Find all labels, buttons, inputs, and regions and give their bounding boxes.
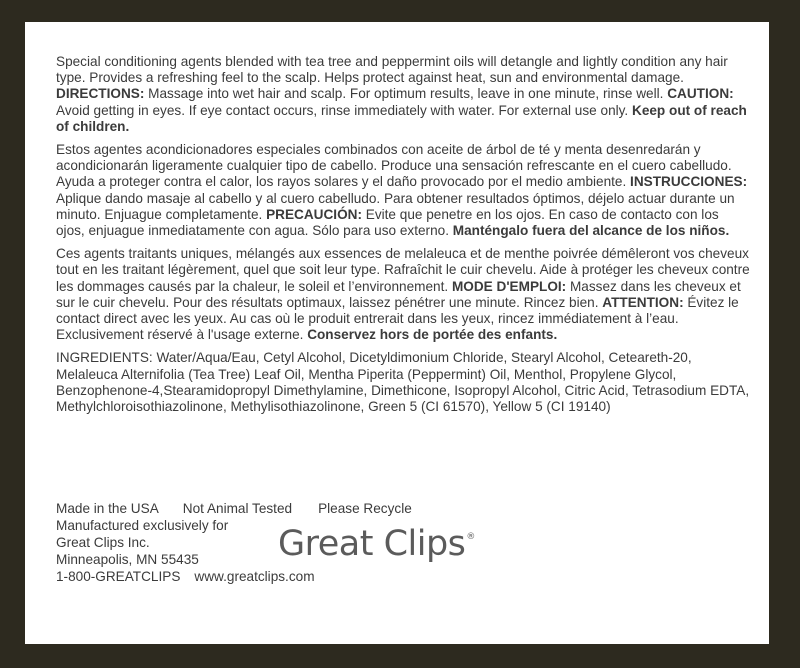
ingredients-section <box>56 350 750 415</box>
spanish-section <box>56 142 750 239</box>
spanish-instructions-text: Aplique dando masaje al cabello y al cuero cabelludo. Para obtener resultados óptimos, déjelo actuar durante un minuto. Enjuague completamente. <box>56 190 735 222</box>
english-intro: Special conditioning agents blended with tea tree and peppermint oils will detangle and lightly condition any hair type. Provides a refreshing feel to the scalp. Helps protect against heat, sun and environmental damage. <box>56 54 728 86</box>
french-caution-label: ATTENTION: <box>602 294 684 310</box>
great-clips-logo <box>278 524 475 564</box>
ingredients-text: INGREDIENTS: Water/Aqua/Eau, Cetyl Alcohol, Dicetyldimonium Chloride, Stearyl Alcohol, Ceteareth-20, Melaleuca Alternifolia (Tea Tree) Leaf Oil, Mentha Piperita (Peppermint) Oil, Menthol, Propylene Glycol, Benzophenone-4,Stearamidopropyl Dimethylamine, Dimethicone, Isopropyl Alcohol, Citric Acid, Tetrasodium EDTA, Methylchloroisothiazolinone, Methylisothiazolinone, Green 5 (CI 61570), Yellow 5 (CI 19140) <box>56 350 750 415</box>
spanish-caution-label: PRECAUCIÓN: <box>266 206 362 222</box>
french-section <box>56 246 750 343</box>
company-city: Minneapolis, MN 55435 <box>56 552 199 567</box>
english-section <box>56 54 750 135</box>
french-intro: Ces agents traitants uniques, mélangés aux essences de melaleuca et de menthe poivrée démêleront vos cheveux tout en les traitant légèrement, quel que soit leur type. Rafraîchit le cuir chevelu. Aide à protéger les cheveux contre les dommages causés par la chaleur, le soleil et l’environnement. <box>56 246 750 294</box>
spanish-keep-out: Manténgalo fuera del alcance de los niños. <box>452 223 730 239</box>
contact-row <box>56 568 412 585</box>
spanish-intro: Estos agentes acondicionadores especiales combinados con aceite de árbol de té y menta desenredarán y acondicionarán ligeramente cualquier tipo de cabello. Produce una sensación refrescante en el cuero cabelludo. Ayuda a proteger contra el calor, los rayos solares y el daño provocado por el medio ambiente. <box>56 142 732 190</box>
registered-mark: ® <box>466 532 475 542</box>
product-label <box>25 22 769 644</box>
english-caution-label: CAUTION: <box>667 86 734 102</box>
english-directions-text: Massage into wet hair and scalp. For optimum results, leave in one minute, rinse well. <box>144 86 664 102</box>
company-name: Great Clips Inc. <box>56 535 150 550</box>
spanish-instructions-label: INSTRUCCIONES: <box>630 174 748 190</box>
not-animal-tested: Not Animal Tested <box>182 501 293 516</box>
english-keep-out: Keep out of reach of children. <box>56 102 747 134</box>
spanish-caution-text: Evite que penetre en los ojos. En caso de contacto con los ojos, enjuague inmediatamente con agua. Sólo para uso externo. <box>56 206 719 239</box>
made-in-usa: Made in the USA <box>56 501 159 516</box>
phone-number: 1-800-GREATCLIPS <box>56 569 181 584</box>
french-directions-text: Massez dans les cheveux et sur le cuir chevelu. Pour des résultats optimaux, laissez pénétrer une minute. Rincez bien. <box>56 278 741 310</box>
manufactured-for: Manufactured exclusively for <box>56 518 229 533</box>
logo-text: Great Clips <box>278 524 466 564</box>
please-recycle: Please Recycle <box>318 501 412 516</box>
website-link: www.greatclips.com <box>194 569 315 584</box>
french-directions-label: MODE D'EMPLOI: <box>451 278 567 294</box>
english-directions-label: DIRECTIONS: <box>56 86 145 102</box>
french-keep-out: Conservez hors de portée des enfants. <box>307 327 558 343</box>
french-caution-text: Évitez le contact direct avec les yeux. Au cas où le produit entrerait dans les yeux, rincez immédiatement à l’eau. Exclusivement réservé à l'usage externe. <box>56 294 739 343</box>
footer-badges <box>56 500 412 517</box>
english-caution-text: Avoid getting in eyes. If eye contact occurs, rinse immediately with water. For external use only. <box>56 102 629 118</box>
label-body <box>56 54 750 422</box>
